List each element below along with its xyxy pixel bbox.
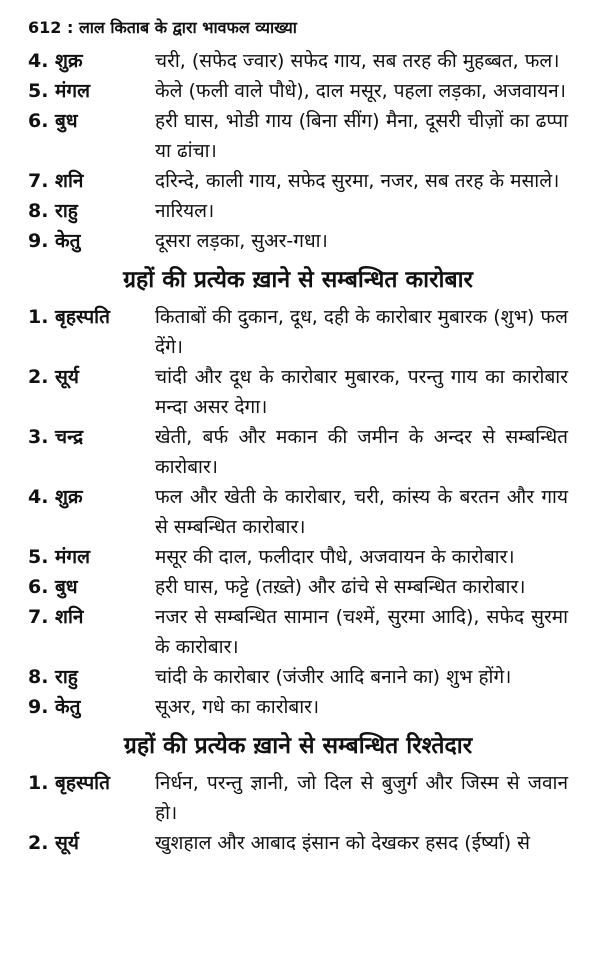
planet-label: 2. सूर्य: [28, 366, 79, 388]
planet-label: 9. केतु: [28, 230, 81, 252]
item-text: केले (फली वाले पौधे), दाल मसूर, पहला लड़का, अजवायन।: [155, 80, 566, 102]
item-text: खुशहाल और आबाद इंसान को देखकर हसद (ईर्ष्या) से: [155, 832, 531, 854]
item-text: नारियल।: [155, 200, 215, 222]
list-item: [28, 166, 568, 196]
item-text: किताबों की दुकान, दूध, दही के कारोबार मुबारक (शुभ) फल देंगे।: [155, 306, 568, 358]
list-item: [28, 828, 568, 858]
planet-label: 6. बुध: [28, 576, 78, 598]
relatives-list: [28, 768, 568, 858]
item-text: दूसरा लड़का, सुअर-गधा।: [155, 230, 328, 252]
list-item: [28, 572, 568, 602]
list-item: [28, 362, 568, 422]
list-item: [28, 768, 568, 828]
item-text: हरी घास, फट्टे (तख़्ते) और ढांचे से सम्बन्धित कारोबार।: [155, 576, 526, 598]
list-item: [28, 542, 568, 572]
item-text: फल और खेती के कारोबार, चरी, कांस्य के बरतन और गाय से सम्बन्धित कारोबार।: [155, 486, 568, 538]
list-item: [28, 422, 568, 482]
item-text: सूअर, गधे का कारोबार।: [155, 696, 320, 718]
list-item: [28, 226, 568, 256]
planet-label: 1. बृहस्पति: [28, 772, 110, 794]
planet-label: 2. सूर्य: [28, 832, 79, 854]
list-item: [28, 106, 568, 166]
running-head: 612 : लाल किताब के द्वारा भावफल व्याख्या: [28, 18, 297, 37]
item-text: खेती, बर्फ और मकान की जमीन के अन्दर से सम्बन्धित कारोबार।: [155, 426, 568, 478]
planet-label: 7. शनि: [28, 606, 84, 628]
planet-label: 6. बुध: [28, 110, 78, 132]
list-item: [28, 76, 568, 106]
item-text: मसूर की दाल, फलीदार पौधे, अजवायन के कारोबार।: [155, 546, 515, 568]
list-item: [28, 482, 568, 542]
list-item: [28, 602, 568, 662]
list-item: [28, 196, 568, 226]
section-heading-relatives: ग्रहों की प्रत्येक ख़ाने से सम्बन्धित रिश्तेदार: [123, 733, 473, 759]
planet-label: 8. राहु: [28, 200, 78, 222]
planet-label: 1. बृहस्पति: [28, 306, 110, 328]
planet-label: 7. शनि: [28, 170, 84, 192]
item-text: चांदी और दूध के कारोबार मुबारक, परन्तु गाय का कारोबार मन्दा असर देगा।: [155, 366, 568, 418]
item-text: निर्धन, परन्तु ज्ञानी, जो दिल से बुजुर्ग और जिस्म से जवान हो।: [155, 772, 568, 824]
list-item: [28, 662, 568, 692]
list-item: [28, 692, 568, 722]
business-list: [28, 302, 568, 722]
item-text: चरी, (सफेद ज्वार) सफेद गाय, सब तरह की मुहब्बत, फल।: [155, 50, 560, 72]
item-text: नजर से सम्बन्धित सामान (चश्में, सुरमा आदि), सफेद सुरमा के कारोबार।: [155, 606, 568, 658]
planet-label: 8. राहु: [28, 666, 78, 688]
section-heading-business: ग्रहों की प्रत्येक ख़ाने से सम्बन्धित कारोबार: [123, 267, 473, 293]
planet-label: 4. शुक्र: [28, 50, 83, 72]
planet-label: 5. मंगल: [28, 80, 90, 102]
planet-label: 5. मंगल: [28, 546, 90, 568]
planet-label: 3. चन्द्र: [28, 426, 84, 448]
item-text: चांदी के कारोबार (जंजीर आदि बनाने का) शुभ होंगे।: [155, 666, 512, 688]
intro-list: [28, 46, 568, 256]
planet-label: 4. शुक्र: [28, 486, 83, 508]
item-text: दरिन्दे, काली गाय, सफेद सुरमा, नजर, सब तरह के मसाले।: [155, 170, 560, 192]
list-item: [28, 302, 568, 362]
item-text: हरी घास, भोडी गाय (बिना सींग) मैना, दूसरी चीज़ों का ढप्पा या ढांचा।: [155, 110, 568, 162]
planet-label: 9. केतु: [28, 696, 81, 718]
list-item: [28, 46, 568, 76]
